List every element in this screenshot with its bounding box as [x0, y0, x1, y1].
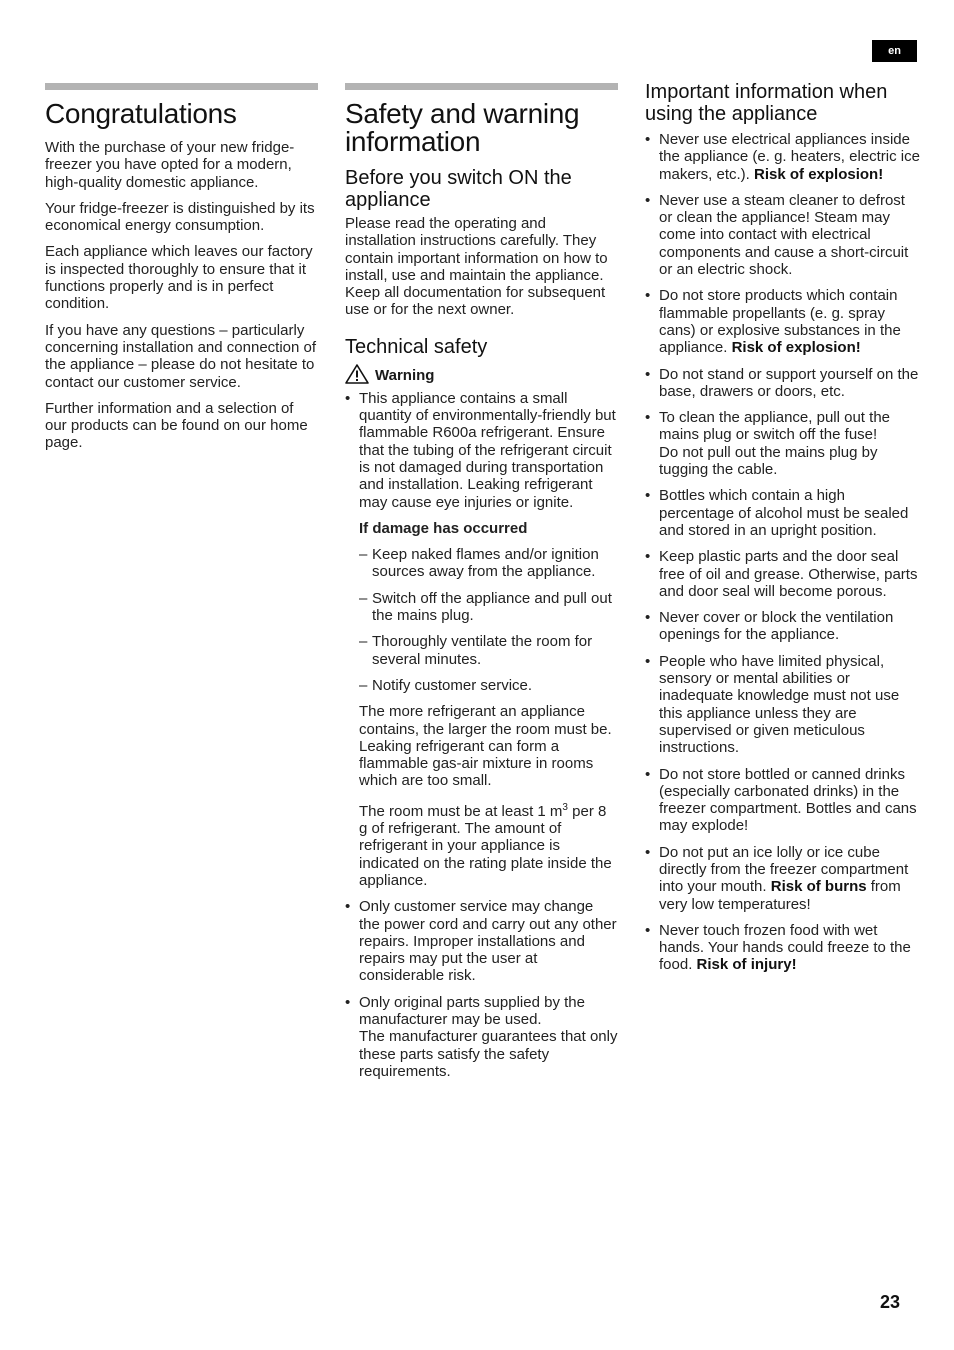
- warning-triangle-icon: [345, 364, 369, 384]
- congrats-paragraph: With the purchase of your new fridge-freezer you have opted for a modern, high-quality domestic appliance.: [45, 139, 295, 191]
- technical-safety-list: [345, 390, 618, 1080]
- section-divider: [45, 83, 318, 90]
- list-item: – Notify customer service.: [359, 676, 533, 694]
- congratulations-section: [45, 83, 318, 461]
- before-switch-on-heading: Before you switch ON the appliance: [345, 167, 572, 211]
- refrigerant-text: The more refrigerant an appliance contains, the larger the room must be. Leaking refrigerant can form a flammable gas-air mixture in rooms which are too small.: [359, 703, 612, 790]
- list-item: • People who have limited physical, sensory or mental abilities or inadequate knowledge must not use this appliance unless they are supervised or given meticulous instructions.: [645, 652, 900, 757]
- important-info-list: [645, 131, 920, 974]
- list-item: – Thoroughly ventilate the room for several minutes.: [359, 633, 593, 668]
- list-item: • Never use a steam cleaner to defrost or clean the appliance! Steam may come into contact with electrical components and cause a short-circuit or an electric shock.: [645, 191, 909, 279]
- congrats-paragraph: Further information and a selection of our products can be found on our home page.: [45, 399, 308, 452]
- dash-icon: –: [359, 589, 368, 607]
- congrats-paragraph: Your fridge-freezer is distinguished by its economical energy consumption.: [45, 199, 315, 235]
- safety-section: [345, 83, 618, 1089]
- bullet-icon: •: [645, 409, 651, 427]
- congrats-paragraph: If you have any questions – particularly concerning installation and connection of the appliance – please do not hesitate to contact our customer service.: [45, 321, 317, 391]
- list-item: • Bottles which contain a high percentage of alcohol must be sealed and stored in an upright position.: [645, 487, 909, 539]
- bullet-icon: •: [645, 652, 651, 670]
- bullet-text: Only customer service may change the power cord and carry out any other repairs. Improper installations and repairs may put the user at considerable risk.: [359, 898, 617, 985]
- list-item: • Keep plastic parts and the door seal free of oil and grease. Otherwise, parts and door seal will become porous.: [645, 548, 918, 600]
- page-number: 23: [880, 1292, 901, 1312]
- risk-label: Risk of explosion!: [754, 165, 884, 183]
- list-item: • Never use electrical appliances inside the appliance (e. g. heaters, electric ice makers, etc.). Risk of explosion!: [645, 131, 920, 183]
- language-badge: en: [872, 40, 917, 62]
- list-item: [345, 390, 618, 889]
- bullet-text: This appliance contains a small quantity of environmentally-friendly but flammable R600a refrigerant. Ensure that the tubing of the refrigerant circuit is not damaged during transportation and installation. Leaking refrigerant may cause eye injuries or ignite.: [359, 389, 616, 511]
- list-item: [345, 994, 618, 1080]
- safety-title: Safety and warning information: [345, 98, 580, 157]
- bullet-icon: •: [345, 993, 351, 1011]
- technical-safety-heading: Technical safety: [345, 335, 488, 358]
- damage-heading: If damage has occurred: [359, 519, 528, 537]
- dash-icon: –: [359, 546, 368, 564]
- section-divider: [345, 83, 618, 90]
- bullet-text: Only original parts supplied by the manufacturer may be used.: [359, 993, 585, 1028]
- dash-icon: –: [359, 676, 368, 694]
- list-item: • To clean the appliance, pull out the mains plug or switch off the fuse! Do not pull out the mains plug by tugging the cable.: [645, 409, 890, 479]
- list-item: • Never cover or block the ventilation openings for the appliance.: [645, 609, 894, 644]
- list-item: • Do not store bottled or canned drinks (especially carbonated drinks) in the freezer compartment. Bottles and cans may explode!: [645, 765, 917, 835]
- list-item: – Switch off the appliance and pull out the mains plug.: [359, 589, 612, 625]
- bullet-icon: •: [645, 365, 651, 383]
- risk-label: Risk of explosion!: [731, 339, 861, 357]
- bullet-icon: •: [645, 131, 651, 148]
- list-item: • Do not store products which contain flammable propellants (e. g. spray cans) or explosive substances in the appliance. Risk of explosion!: [645, 287, 901, 357]
- list-item: – Keep naked flames and/or ignition sources away from the appliance.: [359, 546, 599, 581]
- bullet-icon: •: [645, 843, 651, 861]
- damage-steps-list: [359, 546, 618, 694]
- before-switch-on-text-2: Keep all documentation for subsequent use or for the next owner.: [345, 284, 606, 319]
- important-info-heading: Important information when using the appliance: [645, 81, 888, 125]
- bullet-icon: •: [645, 487, 651, 505]
- before-switch-on-text: Please read the operating and installation instructions carefully. They contain important information on how to install, use and maintain the appliance.: [345, 215, 608, 284]
- important-info-section: [645, 81, 920, 983]
- bullet-icon: •: [645, 609, 651, 627]
- warning-label: Warning: [375, 366, 435, 384]
- congrats-paragraph: Each appliance which leaves our factory is inspected thoroughly to ensure that it functions properly and is in perfect condition.: [45, 243, 313, 313]
- bullet-icon: •: [345, 898, 351, 916]
- list-item: [345, 898, 618, 984]
- list-item: • Do not stand or support yourself on the base, drawers or doors, etc.: [645, 365, 919, 400]
- bullet-icon: •: [345, 389, 351, 407]
- dash-icon: –: [359, 633, 368, 651]
- bullet-icon: •: [645, 287, 651, 305]
- bullet-icon: •: [645, 921, 651, 939]
- risk-label: Risk of injury!: [696, 956, 797, 974]
- congratulations-title: Congratulations: [45, 98, 237, 129]
- bullet-icon: •: [645, 191, 651, 209]
- bullet-icon: •: [645, 548, 651, 566]
- bullet-text: The manufacturer guarantees that only these parts satisfy the safety requirements.: [359, 1028, 618, 1080]
- room-size-text: The room must be at least 1 $m^3$ per 8 g of refrigerant. The amount of refrigerant in your appliance is indicated on the rating plate inside the appliance.: [359, 801, 612, 889]
- bullet-icon: •: [645, 765, 651, 783]
- list-item: • Never touch frozen food with wet hands. Your hands could freeze to the food. Risk of injury!: [645, 921, 911, 974]
- warning-label-row: [345, 364, 618, 384]
- list-item: • Do not put an ice lolly or ice cube directly from the freezer compartment into your mouth. Risk of burns from very low temperatures!: [645, 843, 909, 913]
- risk-label: Risk of burns: [770, 878, 867, 896]
